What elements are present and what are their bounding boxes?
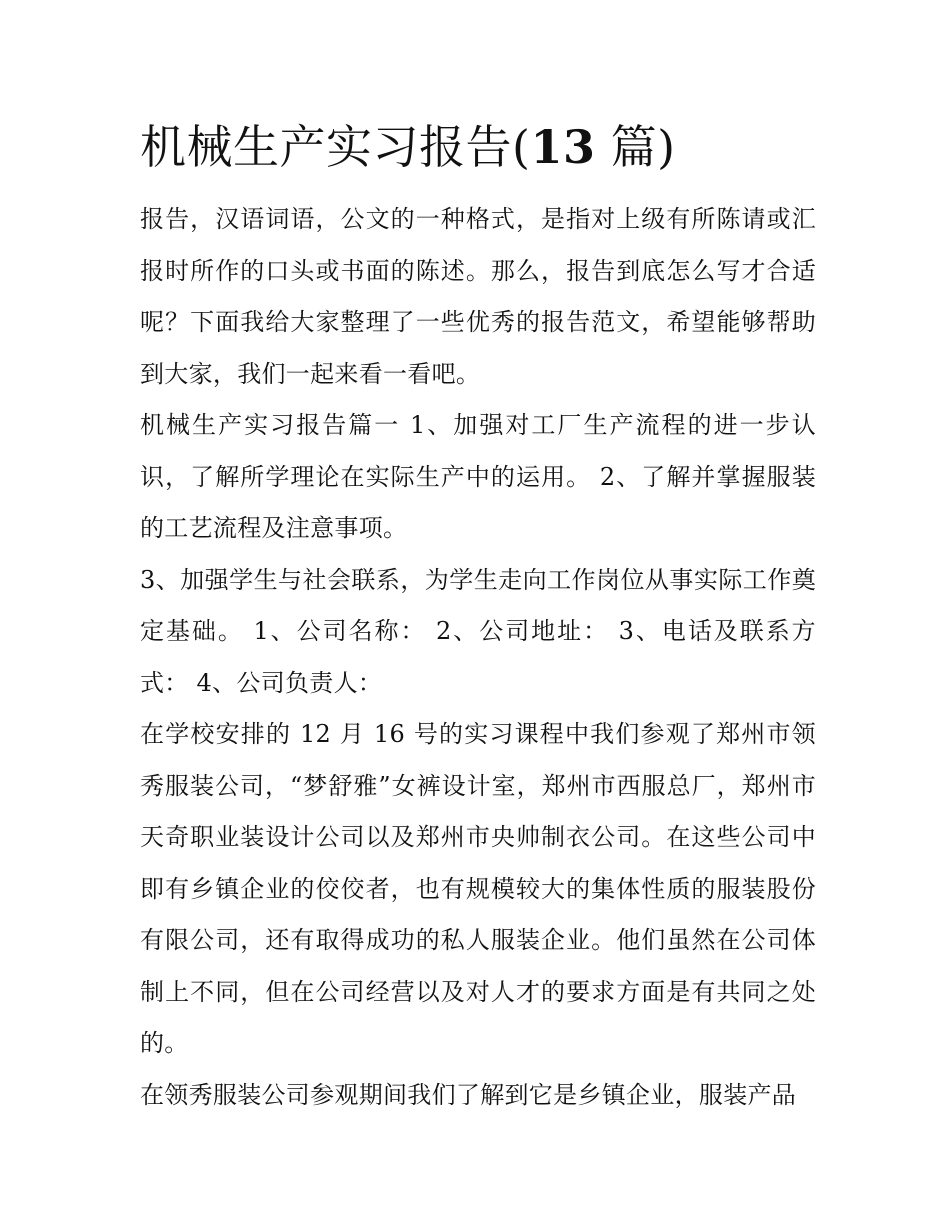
title-end: 篇) [595,120,676,174]
title-main: 机械生产实习报告( [140,120,531,174]
paragraph-intro: 报告，汉语词语，公文的一种格式，是指对上级有所陈请或汇报时所作的口头或书面的陈述。那么，报告到底怎么写才合适呢？下面我给大家整理了一些优秀的报告范文，希望能够帮助到大家，我们一起来看一看吧。 [140,205,816,388]
document-page [140,118,816,1121]
paragraph-company-info: 3、加强学生与社会联系，为学生走向工作岗位从事实际工作奠定基础。 1、公司名称： 2、公司地址： 3、电话及联系方式： 4、公司负责人： [140,565,816,697]
paragraph-visit: 在学校安排的 12 月 16 号的实习课程中我们参观了郑州市领秀服装公司，“梦舒雅”女裤设计室，郑州市西服总厂，郑州市天奇职业装设计公司以及郑州市央帅制衣公司。在这些公司中即有乡镇企业的佼佼者，也有规模较大的集体性质的服装股份有限公司，还有取得成功的私人服装企业。他们虽然在公司体制上不同，但在公司经营以及对人才的要求方面是有共同之处的。 [140,720,816,1057]
title-number: 13 [530,120,596,174]
document-title [140,118,816,176]
paragraph-lingxiu: 在领秀服装公司参观期间我们了解到它是乡镇企业，服装产品 [140,1080,797,1109]
paragraph-purpose: 机械生产实习报告篇一 1、加强对工厂生产流程的进一步认识，了解所学理论在实际生产中的运用。 2、了解并掌握服装的工艺流程及注意事项。 [140,411,816,542]
